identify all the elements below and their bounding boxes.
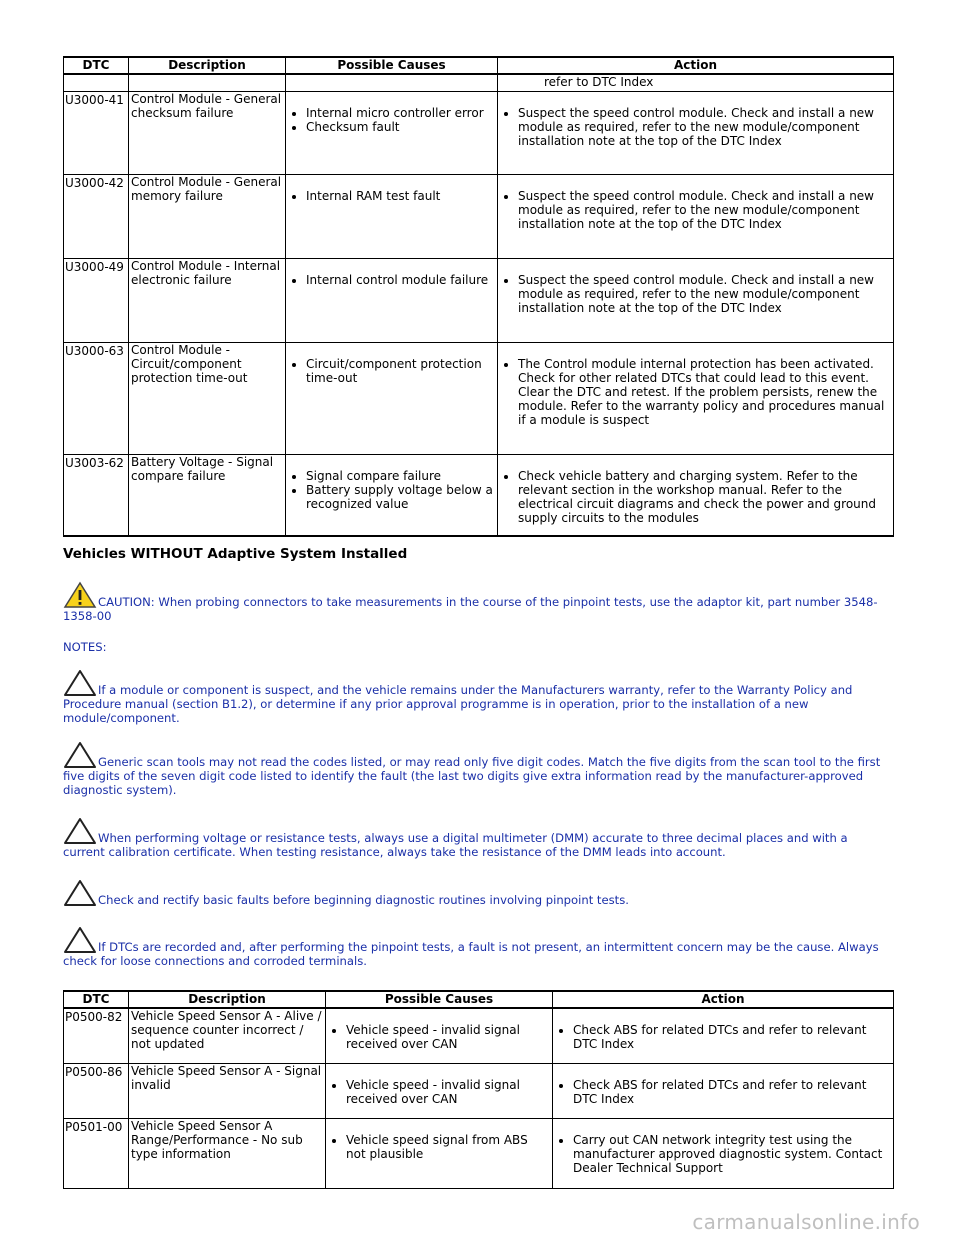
action-item: • Suspect the speed control module. Check and install a new module as required, refer to the new module/component installation note at the top of the DTC Index bbox=[518, 106, 892, 148]
note-text: If a module or component is suspect, and the vehicle remains under the Manufacturers warranty, refer to the Warranty Policy and Procedure manual (section B1.2), or determine if any prior approval programme is in operation, prior to the installation of a new module/component. bbox=[63, 683, 853, 725]
header-dtc: DTC bbox=[64, 57, 129, 74]
header-possible-causes: Possible Causes bbox=[326, 991, 553, 1008]
table-row bbox=[64, 454, 894, 536]
dtc-code: U3000-49 bbox=[64, 258, 129, 342]
action-item: • Check ABS for related DTCs and refer to relevant DTC Index bbox=[573, 1023, 892, 1051]
note-icon bbox=[63, 817, 97, 845]
possible-causes bbox=[326, 1063, 553, 1118]
table-row bbox=[64, 342, 894, 454]
table-row bbox=[64, 91, 894, 174]
cause-item: • Vehicle speed - invalid signal received over CAN bbox=[346, 1078, 551, 1106]
cause-item: • Internal control module failure bbox=[306, 273, 496, 287]
table-row bbox=[64, 1063, 894, 1118]
action bbox=[553, 1063, 894, 1118]
cause-item: • Vehicle speed - invalid signal received over CAN bbox=[346, 1023, 551, 1051]
possible-causes bbox=[286, 258, 498, 342]
dtc-description: Control Module - Internal electronic failure bbox=[129, 258, 286, 342]
note-icon bbox=[63, 741, 97, 769]
action-item: • The Control module internal protection has been activated. Check for other related DTCs that could lead to this event. Clear the DTC and retest. If the problem persists, renew the module. Refer to the warranty policy and procedures manual if a module is suspect bbox=[518, 357, 892, 427]
action-item: • Check ABS for related DTCs and refer to relevant DTC Index bbox=[573, 1078, 892, 1106]
action-item: • Check vehicle battery and charging system. Refer to the relevant section in the workshop manual. Refer to the electrical circuit diagrams and check the power and ground supply circuits to the modules bbox=[518, 469, 892, 525]
table-row bbox=[64, 174, 894, 258]
dtc-code: U3003-62 bbox=[64, 454, 129, 536]
possible-causes bbox=[286, 91, 498, 174]
action bbox=[498, 454, 894, 536]
continued-action: refer to DTC Index bbox=[498, 74, 894, 91]
dtc-code: U3000-41 bbox=[64, 91, 129, 174]
warning-triangle-icon bbox=[63, 581, 97, 609]
table-row bbox=[64, 1008, 894, 1063]
action-item: • Carry out CAN network integrity test using the manufacturer approved diagnostic system. Contact Dealer Technical Support bbox=[573, 1133, 892, 1175]
cause-item: • Circuit/component protection time-out bbox=[306, 357, 496, 385]
header-dtc: DTC bbox=[64, 991, 129, 1008]
note-text: When performing voltage or resistance tests, always use a digital multimeter (DMM) accurate to three decimal places and with a current calibration certificate. When testing resistance, always take the resistance of the DMM leads into account. bbox=[63, 831, 848, 859]
note bbox=[63, 926, 893, 968]
action bbox=[553, 1118, 894, 1188]
action bbox=[553, 1008, 894, 1063]
dtc-code: P0500-82 bbox=[64, 1008, 129, 1063]
note bbox=[63, 817, 893, 859]
table-header-row bbox=[64, 991, 894, 1008]
header-description: Description bbox=[129, 57, 286, 74]
cause-item: • Internal micro controller error bbox=[306, 106, 496, 120]
caution-text: CAUTION: When probing connectors to take measurements in the course of the pinpoint tests, use the adaptor kit, part number 3548-1358-00 bbox=[63, 595, 878, 623]
header-action: Action bbox=[498, 57, 894, 74]
section-heading: Vehicles WITHOUT Adaptive System Installed bbox=[63, 546, 408, 562]
dtc-description: Battery Voltage - Signal compare failure bbox=[129, 454, 286, 536]
action-item: • Suspect the speed control module. Check and install a new module as required, refer to the new module/component installation note at the top of the DTC Index bbox=[518, 273, 892, 315]
dtc-table-without-adaptive bbox=[63, 990, 894, 1189]
dtc-code: P0501-00 bbox=[64, 1118, 129, 1188]
notes-label: NOTES: bbox=[63, 640, 107, 654]
header-description: Description bbox=[129, 991, 326, 1008]
cause-item: • Internal RAM test fault bbox=[306, 189, 496, 203]
dtc-description: Control Module - Circuit/component protection time-out bbox=[129, 342, 286, 454]
caution-note bbox=[63, 581, 893, 623]
possible-causes bbox=[326, 1118, 553, 1188]
dtc-code: U3000-63 bbox=[64, 342, 129, 454]
header-possible-causes: Possible Causes bbox=[286, 57, 498, 74]
table-header-row bbox=[64, 57, 894, 74]
note-icon bbox=[63, 879, 97, 907]
note-icon bbox=[63, 926, 97, 954]
note-text: Check and rectify basic faults before beginning diagnostic routines involving pinpoint tests. bbox=[98, 893, 629, 907]
action bbox=[498, 258, 894, 342]
dtc-description: Control Module - General memory failure bbox=[129, 174, 286, 258]
note-text: If DTCs are recorded and, after performing the pinpoint tests, a fault is not present, an intermittent concern may be the cause. Always check for loose connections and corroded terminals. bbox=[63, 940, 879, 968]
header-action: Action bbox=[553, 991, 894, 1008]
dtc-description: Control Module - General checksum failure bbox=[129, 91, 286, 174]
note bbox=[63, 879, 893, 907]
dtc-code: P0500-86 bbox=[64, 1063, 129, 1118]
note-text: Generic scan tools may not read the codes listed, or may read only five digit codes. Match the five digits from the scan tool to the first five digits of the seven digit code listed to identify the fault (the last two digits give extra information read by the manufacturer-approved diagnostic system). bbox=[63, 755, 881, 797]
cause-item: • Signal compare failure bbox=[306, 469, 496, 483]
cause-item: • Battery supply voltage below a recognized value bbox=[306, 483, 496, 511]
cause-item: • Checksum fault bbox=[306, 120, 496, 134]
action-item: • Suspect the speed control module. Check and install a new module as required, refer to the new module/component installation note at the top of the DTC Index bbox=[518, 189, 892, 231]
action bbox=[498, 342, 894, 454]
dtc-table-adaptive bbox=[63, 56, 894, 537]
cause-item: • Vehicle speed signal from ABS not plausible bbox=[346, 1133, 551, 1161]
possible-causes bbox=[286, 342, 498, 454]
dtc-description: Vehicle Speed Sensor A - Alive / sequence counter incorrect / not updated bbox=[129, 1008, 326, 1063]
table-row bbox=[64, 1118, 894, 1188]
possible-causes bbox=[286, 174, 498, 258]
dtc-code: U3000-42 bbox=[64, 174, 129, 258]
action bbox=[498, 91, 894, 174]
note bbox=[63, 741, 893, 797]
note bbox=[63, 669, 893, 725]
watermark: carmanualsonline.info bbox=[692, 1210, 920, 1234]
note-icon bbox=[63, 669, 97, 697]
possible-causes bbox=[286, 454, 498, 536]
table-row-continued bbox=[64, 74, 894, 91]
dtc-description: Vehicle Speed Sensor A Range/Performance - No sub type information bbox=[129, 1118, 326, 1188]
dtc-description: Vehicle Speed Sensor A - Signal invalid bbox=[129, 1063, 326, 1118]
table-row bbox=[64, 258, 894, 342]
possible-causes bbox=[326, 1008, 553, 1063]
action bbox=[498, 174, 894, 258]
